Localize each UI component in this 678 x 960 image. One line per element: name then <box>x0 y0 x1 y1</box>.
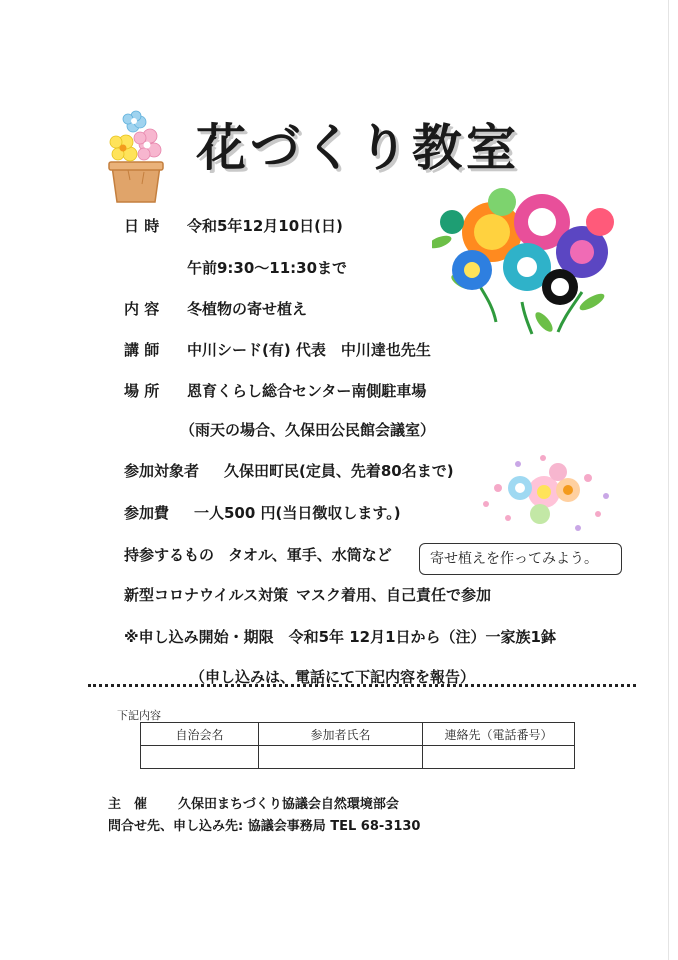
event-target: 久保田町民(定員、先着80名まで) <box>224 462 454 480</box>
target-row <box>124 461 454 481</box>
host-row <box>108 793 399 812</box>
content-row <box>124 299 307 319</box>
instructor-row <box>124 340 431 360</box>
callout-box: 寄せ植えを作ってみよう。 <box>419 543 622 575</box>
bring-label: 持参するもの <box>124 546 215 564</box>
target-label: 参加対象者 <box>124 462 200 480</box>
table-row <box>141 746 575 769</box>
covid-label: 新型コロナウイルス対策 <box>124 586 289 604</box>
neighborhood-cell[interactable] <box>141 746 259 769</box>
instructor-label: 講 師 <box>124 341 160 359</box>
content-label: 内 容 <box>124 300 160 318</box>
column-header-contact: 連絡先（電話番号） <box>423 723 575 746</box>
host-name: 久保田まちづくり協議会自然環境部会 <box>178 797 399 812</box>
event-instructor: 中川シード(有) 代表 中川達也先生 <box>187 341 431 359</box>
bouquet-icon <box>432 182 622 338</box>
event-place: 恩育くらし総合センター南側駐車場 <box>187 382 427 400</box>
column-header-participant: 参加者氏名 <box>259 723 423 746</box>
datetime-row <box>124 216 343 236</box>
participant-cell[interactable] <box>259 746 423 769</box>
event-date: 令和5年12月10日(日) <box>187 217 343 235</box>
bring-row <box>124 545 392 565</box>
covid-row <box>124 585 491 605</box>
host-label: 主 催 <box>108 797 148 812</box>
fee-label: 参加費 <box>124 504 170 522</box>
datetime-label: 日 時 <box>124 217 160 235</box>
flower-pot-icon <box>100 110 172 204</box>
flower-spray-icon <box>478 448 612 538</box>
fee-row <box>124 503 401 523</box>
event-covid: マスク着用、自己責任で参加 <box>296 586 492 604</box>
cut-line <box>88 684 636 687</box>
event-time: 午前9:30～11:30まで <box>187 259 348 277</box>
apply-note: （申し込みは、電話にて下記内容を報告） <box>190 668 476 686</box>
place-row <box>124 381 426 401</box>
apply-text: ※申し込み開始・期限 令和5年 12月1日から（注）一家族1鉢 <box>124 628 556 646</box>
event-content: 冬植物の寄せ植え <box>187 300 308 318</box>
application-form-table <box>140 722 575 769</box>
place-label: 場 所 <box>124 382 160 400</box>
column-header-neighborhood: 自治会名 <box>141 723 259 746</box>
page-edge <box>668 0 669 960</box>
form-label: 下記内容 <box>117 709 161 722</box>
contact-cell[interactable] <box>423 746 575 769</box>
rain-note: （雨天の場合、久保田公民館会議室） <box>180 421 436 439</box>
contact-info: 問合せ先、申し込み先: 協議会事務局 TEL 68-3130 <box>108 819 421 834</box>
table-row <box>141 723 575 746</box>
event-bring: タオル、軍手、水筒など <box>228 546 392 564</box>
event-fee: 一人500 円(当日徴収します。) <box>194 504 401 522</box>
page-title: 花づくり教室 <box>196 119 520 177</box>
